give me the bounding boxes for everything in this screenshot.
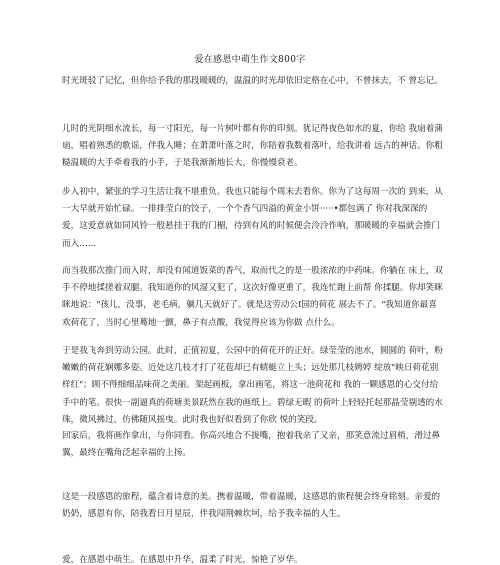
paragraph-5: 于是我飞奔到劳动公园。此时，正值初夏，公园中的荷花开的正好。绿莹莹的池水，圆圆的 荷叶，粉嫩嫩的荷花娴娜多姿。近处这几枝才打了花苞却已有蜻蜓立上头；远处那几枝娉婷 绽放"映日荷花别样红"；顾不得细细品味荷之美丽。架起画板，拿出画笔，将这一池荷花和 我的一颗感恩的心交付给手中的笔。很快一副逼真的荷塘美景跃然在我的画纸上。碧绿无暇 的荷叶上轻轻托起那晶莹剔透的水珠，微风拂过，仿佛随风摇曳。此时我也好似看到了你欣 悦的笑段。: [62, 346, 443, 425]
paragraph-6: 回家后，我将画作拿出，与你同看。你高兴地合不拢嘴，抱着我亲了又亲，那笑意流过眉梢，滑过鼻翼，最终在嘴角泛起幸福的上扬。: [62, 431, 441, 459]
paragraph-2: 儿时的光阴细水流长，每一寸阳光，每一片树叶都有你的印刻。犹记得夜色如水的夏，你给 我扇着蒲扇，唱着熟悉的歌谣，伴我入睡；在萧萧叶落之时，你陪着我数着落叶，给我讲着 远古的神话。你粗糙温暖的大手牵着我的小手，于是我渐渐地长大，你慢慢衰老。: [62, 124, 443, 169]
paragraph-8: 爱，在感恩中萌生。在感恩中升华，温柔了时光，惊艳了岁华。: [62, 555, 303, 565]
paragraph-3: 步入初中，紧张的学习生活让我不堪重负。我也只能每个周末去看你。你为了这每周一次的 到来，从一大早就开始忙碌。一排排莹白的饺子，一个个香气四溢的黄金小饼·····•都包满了 你对我深深的爱，这爱意就如同风铃一般悬挂于我的门楣，待到有风的时候便会泠泠作响，那暖暖的幸福就会推门而入……: [62, 187, 443, 249]
paragraph-7: 这是一段感恩的旅程，蕴含着诗意的美。携着温暖，带着温暖，这感恩的旅程便会终身铭刻。亲爱的奶奶，感恩有你，陪我看日月星辰，伴我闯荆棘坎坷，给予我幸福的人生。: [62, 492, 441, 520]
paragraph-1: 时光斑驳了记忆，但你给予我的那段暖暖的，温温的时光却依旧定格在心中，不曾抹去，不 曾忘记。: [62, 76, 443, 86]
document-title: 爱在感恩中萌生作文800字: [194, 55, 306, 65]
paragraph-4: 而当我那次推门而入时，却没有闻道饭菜的香气，取而代之的是一股浓浓的中药味。你躺在 床上，双手不停地揉搓着双腿。我知道你的风湿又犯了，这次好像更重了，我连忙跑上前帮 你揉腿。你却笑眯眯地说："孩儿，没事，老毛病，躺几天就好了。就是这劳动公I园的荷花 展去不了。"我知道你最喜欢荷花了，当时心里蓦地一颤，鼻子有点酸，我觉得应该为你做 点什么。: [62, 266, 443, 328]
